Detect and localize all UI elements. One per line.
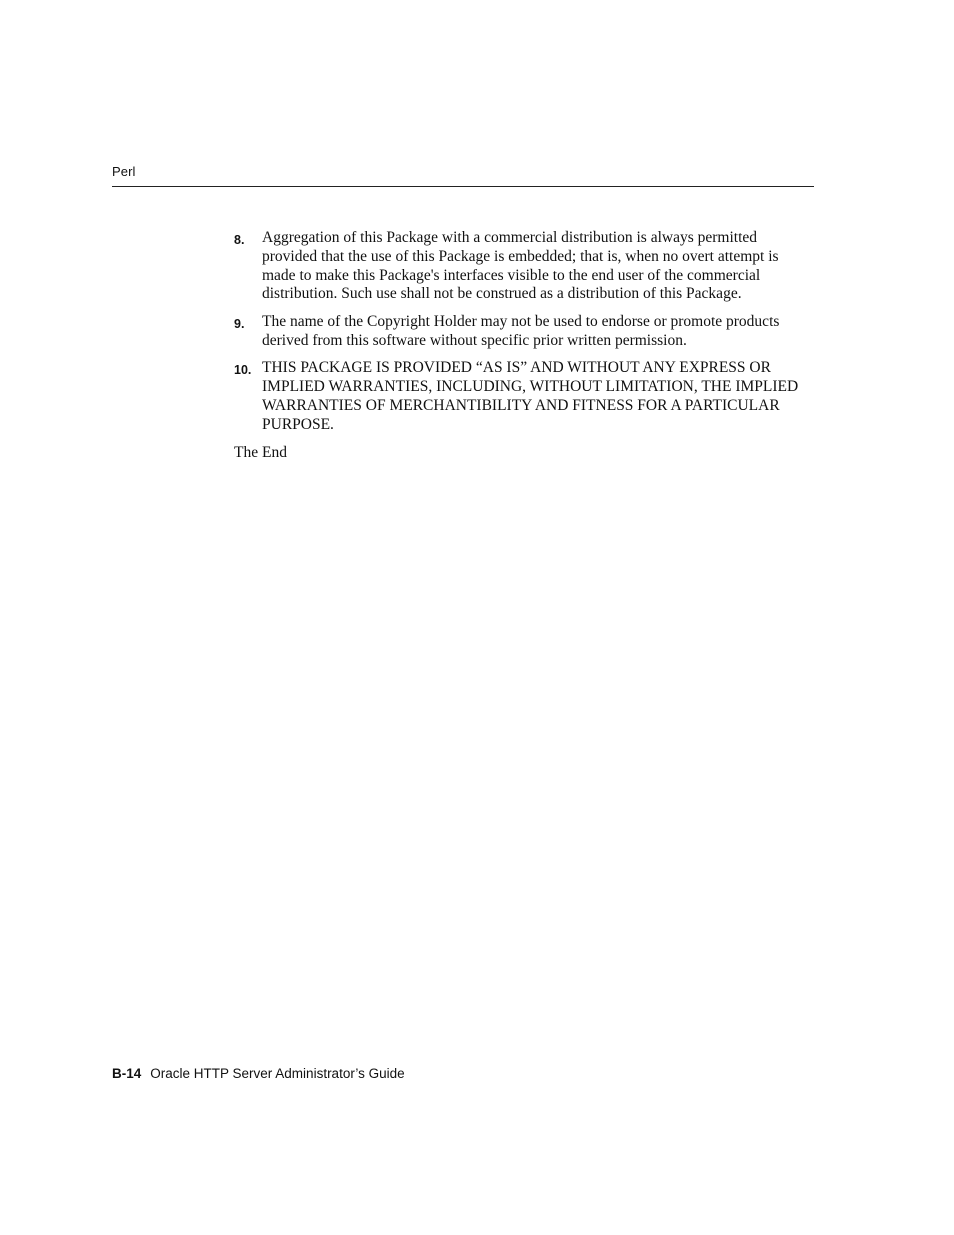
list-item xyxy=(234,313,814,351)
list-item-number: 8. xyxy=(234,233,245,247)
license-terms xyxy=(234,229,814,463)
list-item-text: THIS PACKAGE IS PROVIDED “AS IS” AND WITHOUT ANY EXPRESS OR IMPLIED WARRANTIES, INCLUDING, WITHOUT LIMITATION, THE IMPLIED WARRANTIES OF MERCHANTIBILITY AND FITNESS FOR A PARTICULAR PURPOSE. xyxy=(262,359,799,433)
list-item xyxy=(234,229,814,304)
running-footer xyxy=(112,1066,405,1081)
header-divider xyxy=(112,186,814,187)
running-header: Perl xyxy=(112,164,136,179)
closing-text: The End xyxy=(234,444,287,462)
book-title: Oracle HTTP Server Administrator’s Guide xyxy=(150,1066,405,1081)
list-item-number: 9. xyxy=(234,316,245,331)
list-item-text: Aggregation of this Package with a commercial distribution is always permitted provided that the use of this Package is embedded; that is, when no overt attempt is made to make this Package's interfaces visible to the end user of the commercial distribution. Such use shall not be construed as a distribution of this Package. xyxy=(262,229,779,303)
list-item-text: The name of the Copyright Holder may not be used to endorse or promote products derived from this software without specific prior written permission. xyxy=(262,312,780,349)
list-item-number: 10. xyxy=(234,363,252,378)
page-number: B-14 xyxy=(112,1066,142,1081)
list-item xyxy=(234,359,814,434)
